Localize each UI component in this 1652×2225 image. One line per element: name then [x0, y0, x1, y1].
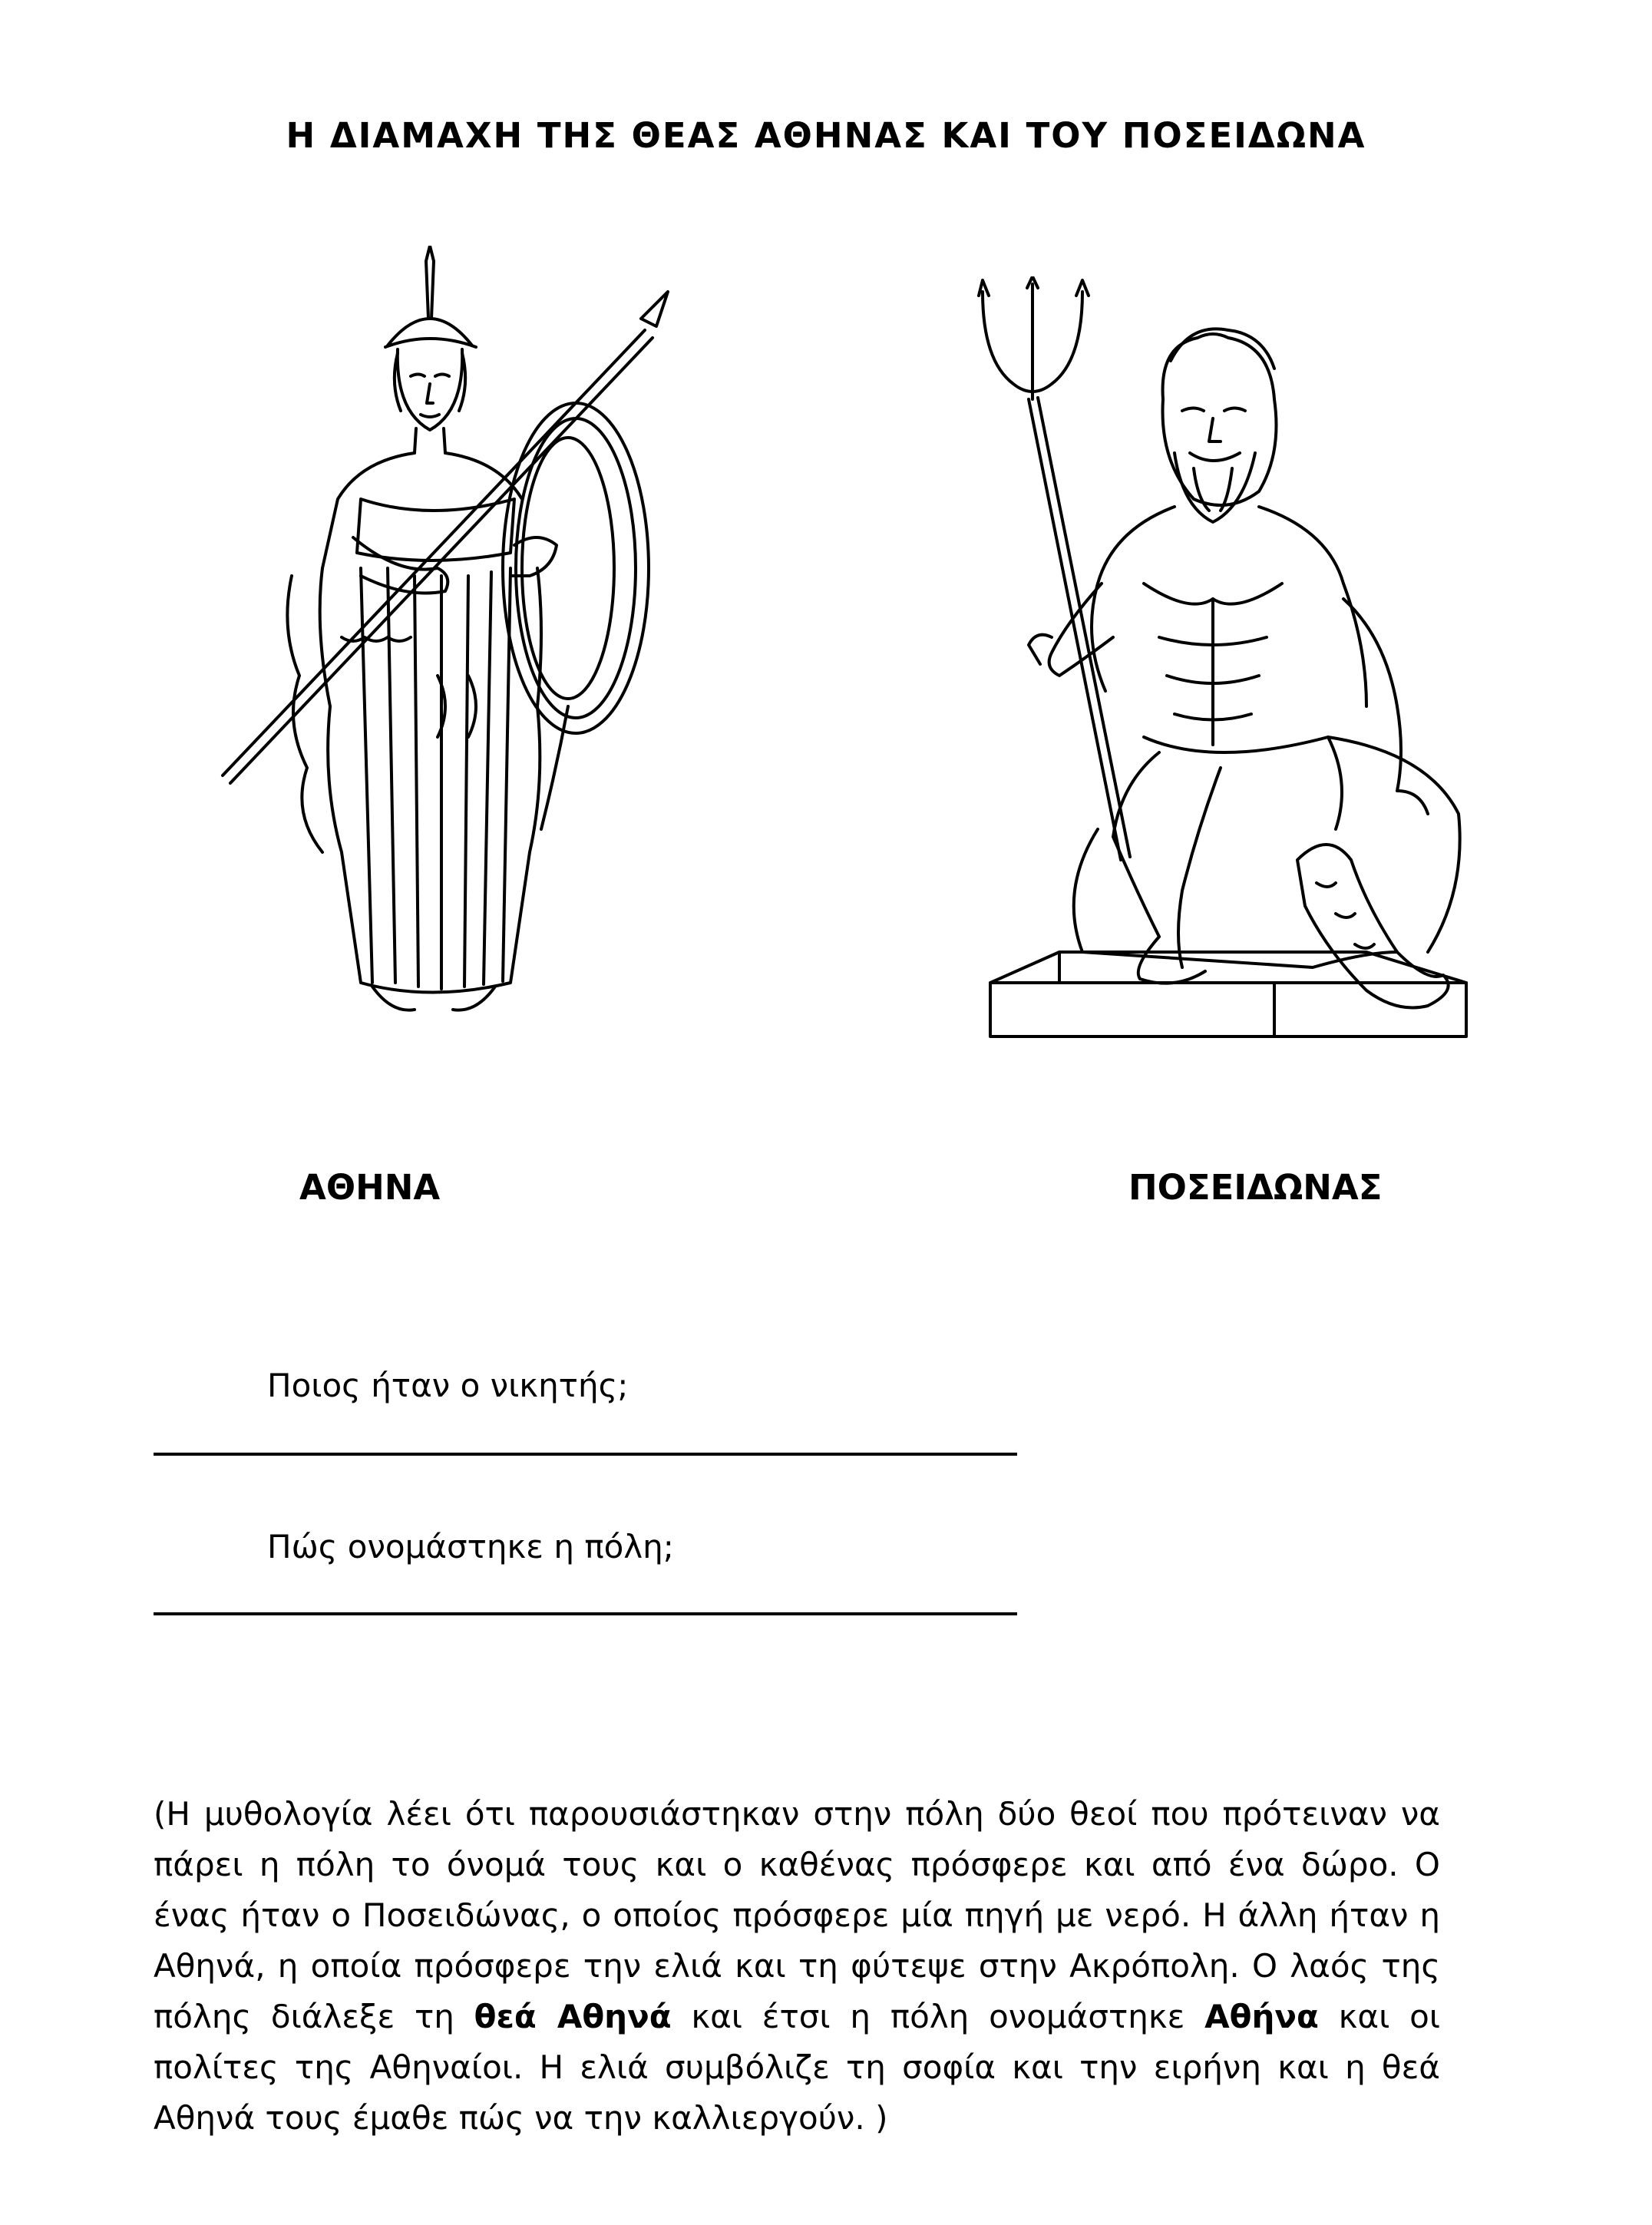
- page-title: Η ΔΙΑΜΑΧΗ ΤΗΣ ΘΕΑΣ ΑΘΗΝΑΣ ΚΑΙ ΤΟΥ ΠΟΣΕΙΔΩΝΑ: [286, 115, 1366, 156]
- answer-line-winner[interactable]: [154, 1453, 1017, 1456]
- question-city-name: Πώς ονομάστηκε η πόλη;: [267, 1528, 674, 1565]
- athena-label: ΑΘΗΝΑ: [299, 1167, 441, 1208]
- paragraph-text-part2: και έτσι η πόλη ονομάστηκε: [671, 1998, 1205, 2035]
- paragraph-bold-city: Αθήνα: [1204, 1998, 1319, 2035]
- paragraph-text-part3: και οι πολίτες της Αθηναίοι. Η ελιά συμβόλιζε τη σοφία και την ειρήνη και η θεά Αθηνά τους έμαθε πώς να την καλλιεργούν. ): [154, 1998, 1441, 2137]
- paragraph-text-part1: (Η μυθολογία λέει ότι παρουσιάστηκαν στην πόλη δύο θεοί που πρότειναν να πάρει η πόλη το όνομά τους και ο καθένας πρόσφερε και από ένα δώρο. Ο ένας ήταν ο Ποσειδώνας, ο οποίος πρόσφερε μία πηγή με νερό. Η άλλη ήταν η Αθηνά, η οποία πρόσφερε την ελιά και τη φύτεψε στην Ακρόπολη. Ο λαός της πόλης διάλεξε τη: [154, 1795, 1440, 2035]
- athena-illustration: [207, 246, 691, 1036]
- question-winner: Ποιος ήταν ο νικητής;: [267, 1367, 629, 1404]
- paragraph-bold-goddess: θεά Αθηνά: [474, 1998, 672, 2035]
- poseidon-label: ΠΟΣΕΙΔΩΝΑΣ: [1128, 1167, 1383, 1208]
- mythology-paragraph: [154, 1789, 1440, 2144]
- poseidon-illustration: [967, 276, 1474, 1075]
- answer-line-city-name[interactable]: [154, 1612, 1017, 1615]
